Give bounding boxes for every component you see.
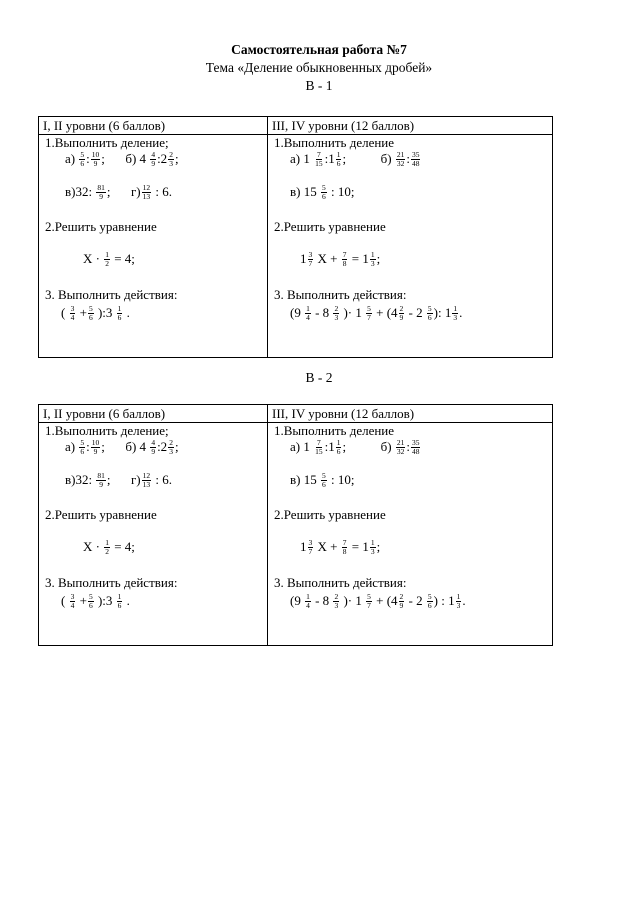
fraction: $\frac{5}{6}$ <box>321 182 326 201</box>
fraction: $\frac{4}{9}$ <box>151 149 156 168</box>
task1-item-v: в) 15 $\frac{5}{6}$ : 10; <box>290 182 355 201</box>
fraction: $\frac{81}{9}$ <box>97 182 105 201</box>
task1-title: 1.Выполнить деление <box>274 423 395 438</box>
fraction: $\frac{5}{6}$ <box>80 149 85 168</box>
fraction: $\frac{1}{3}$ <box>370 537 375 556</box>
table-body-row <box>39 423 553 646</box>
fraction: $\frac{4}{9}$ <box>151 437 156 456</box>
fraction: $\frac{2}{3}$ <box>334 591 339 610</box>
task2-title: 2.Решить уравнение <box>274 219 386 234</box>
right-tasks-cell <box>268 423 553 646</box>
fraction: $\frac{7}{8}$ <box>342 249 347 268</box>
fraction: $\frac{3}{4}$ <box>70 591 75 610</box>
task3-expression: ( $\frac{3}{4}$ + $\frac{5}{6}$ ):3 $\frac{1}{6}$ . <box>61 303 130 322</box>
task2-equation: 1 $\frac{3}{7}$ Х + $\frac{7}{8}$ = 1 $\frac{1}{3}$ ; <box>300 249 381 268</box>
fraction: $\frac{5}{6}$ <box>427 591 432 610</box>
fraction: $\frac{1}{3}$ <box>453 303 458 322</box>
fraction: $\frac{5}{6}$ <box>88 591 93 610</box>
fraction: $\frac{81}{9}$ <box>97 470 105 489</box>
fraction: $\frac{2}{3}$ <box>169 437 173 456</box>
task2-equation: Х · $\frac{1}{2}$ = 4; <box>83 537 135 556</box>
task2-equation: Х · $\frac{1}{2}$ = 4; <box>83 249 135 268</box>
task2-equation: 1 $\frac{3}{7}$ Х + $\frac{7}{8}$ = 1 $\frac{1}{3}$ ; <box>300 537 381 556</box>
fraction: $\frac{1}{2}$ <box>105 249 109 268</box>
fraction: $\frac{7}{15}$ <box>315 149 323 168</box>
table-header-row <box>39 117 553 135</box>
task1-items-ab: а) 1 $\frac{7}{15}$ :1 $\frac{1}{6}$ ; б) $\frac{21}{32}$ : $\frac{35}{48}$ <box>290 437 420 456</box>
fraction: $\frac{7}{8}$ <box>342 537 347 556</box>
fraction: $\frac{2}{9}$ <box>399 591 404 610</box>
col-header-levels-1-2: I, II уровни (6 баллов) <box>39 405 268 423</box>
task3-expression: (9 $\frac{1}{4}$ - 8 $\frac{2}{3}$ )· 1 $\frac{5}{7}$ + (4 $\frac{2}{9}$ - 2 $\frac{5}{6}$ ) : 1 $\frac{1}{3}$ . <box>290 591 466 610</box>
variant-table-1 <box>38 116 553 358</box>
col-header-levels-3-4: III, IV уровни (12 баллов) <box>268 405 553 423</box>
topic-line: Тема «Деление обыкновенных дробей» <box>205 60 433 75</box>
fraction: $\frac{1}{4}$ <box>306 303 310 322</box>
left-tasks-cell <box>39 135 268 358</box>
task1-items-vg: в)32: $\frac{81}{9}$ ; г) $\frac{12}{13}$ : 6. <box>65 470 173 489</box>
task3-title: 3. Выполнить действия: <box>274 575 407 590</box>
fraction: $\frac{21}{32}$ <box>396 149 405 168</box>
table-header-row <box>39 405 553 423</box>
fraction: $\frac{5}{6}$ <box>80 437 85 456</box>
fraction: $\frac{3}{7}$ <box>308 249 313 268</box>
task3-expression: ( $\frac{3}{4}$ + $\frac{5}{6}$ ):3 $\frac{1}{6}$ . <box>61 591 130 610</box>
fraction: $\frac{21}{32}$ <box>396 437 405 456</box>
fraction: $\frac{10}{9}$ <box>91 437 100 456</box>
fraction: $\frac{12}{13}$ <box>142 182 151 201</box>
task3-title: 3. Выполнить действия: <box>45 287 178 302</box>
variant-table-2 <box>38 404 553 646</box>
fraction: $\frac{10}{9}$ <box>91 149 100 168</box>
fraction: $\frac{5}{7}$ <box>367 303 371 322</box>
fraction: $\frac{2}{3}$ <box>169 149 173 168</box>
right-tasks-cell <box>268 135 553 358</box>
fraction: $\frac{5}{6}$ <box>88 303 93 322</box>
fraction: $\frac{3}{7}$ <box>308 537 313 556</box>
task1-items-ab: а) $\frac{5}{6}$ : $\frac{10}{9}$ ; б) 4 $\frac{4}{9}$ :2 $\frac{2}{3}$ ; <box>65 437 179 456</box>
task1-items-ab: а) 1 $\frac{7}{15}$ :1 $\frac{1}{6}$ ; б) $\frac{21}{32}$ : $\frac{35}{48}$ <box>290 149 420 168</box>
page-title: Самостоятельная работа №7 <box>231 42 407 57</box>
task1-items-ab: а) $\frac{5}{6}$ : $\frac{10}{9}$ ; б) 4 $\frac{4}{9}$ :2 $\frac{2}{3}$ ; <box>65 149 179 168</box>
task2-title: 2.Решить уравнение <box>45 507 157 522</box>
task1-title: 1.Выполнить деление; <box>45 423 169 438</box>
fraction: $\frac{1}{3}$ <box>370 249 375 268</box>
fraction: $\frac{5}{6}$ <box>321 470 326 489</box>
fraction: $\frac{2}{9}$ <box>399 303 404 322</box>
fraction: $\frac{35}{48}$ <box>411 149 420 168</box>
col-header-levels-1-2: I, II уровни (6 баллов) <box>39 117 268 135</box>
task1-item-v: в) 15 $\frac{5}{6}$ : 10; <box>290 470 355 489</box>
task2-title: 2.Решить уравнение <box>45 219 157 234</box>
fraction: $\frac{1}{6}$ <box>117 303 122 322</box>
table-body-row <box>39 135 553 358</box>
task2-title: 2.Решить уравнение <box>274 507 386 522</box>
task3-title: 3. Выполнить действия: <box>274 287 407 302</box>
fraction: $\frac{1}{2}$ <box>105 537 109 556</box>
variant-label-2: В - 2 <box>305 370 333 385</box>
task1-title: 1.Выполнить деление; <box>45 135 169 150</box>
fraction: $\frac{1}{4}$ <box>306 591 310 610</box>
fraction: $\frac{7}{15}$ <box>315 437 323 456</box>
fraction: $\frac{3}{4}$ <box>70 303 75 322</box>
fraction: $\frac{2}{3}$ <box>334 303 339 322</box>
fraction: $\frac{5}{6}$ <box>427 303 432 322</box>
variant-label-1: В - 1 <box>305 78 333 93</box>
task3-title: 3. Выполнить действия: <box>45 575 178 590</box>
left-tasks-cell <box>39 423 268 646</box>
task3-expression: (9 $\frac{1}{4}$ - 8 $\frac{2}{3}$ )· 1 $\frac{5}{7}$ + (4 $\frac{2}{9}$ - 2 $\frac{5}{6}$ ): 1 $\frac{1}{3}$ . <box>290 303 463 322</box>
fraction: $\frac{12}{13}$ <box>142 470 151 489</box>
fraction: $\frac{1}{6}$ <box>117 591 122 610</box>
fraction: $\frac{5}{7}$ <box>367 591 371 610</box>
fraction: $\frac{1}{6}$ <box>336 437 341 456</box>
fraction: $\frac{1}{6}$ <box>336 149 341 168</box>
fraction: $\frac{1}{3}$ <box>456 591 461 610</box>
task1-title: 1.Выполнить деление <box>274 135 395 150</box>
document-header <box>0 41 638 95</box>
col-header-levels-3-4: III, IV уровни (12 баллов) <box>268 117 553 135</box>
fraction: $\frac{35}{48}$ <box>411 437 420 456</box>
task1-items-vg: в)32: $\frac{81}{9}$ ; г) $\frac{12}{13}$ : 6. <box>65 182 173 201</box>
